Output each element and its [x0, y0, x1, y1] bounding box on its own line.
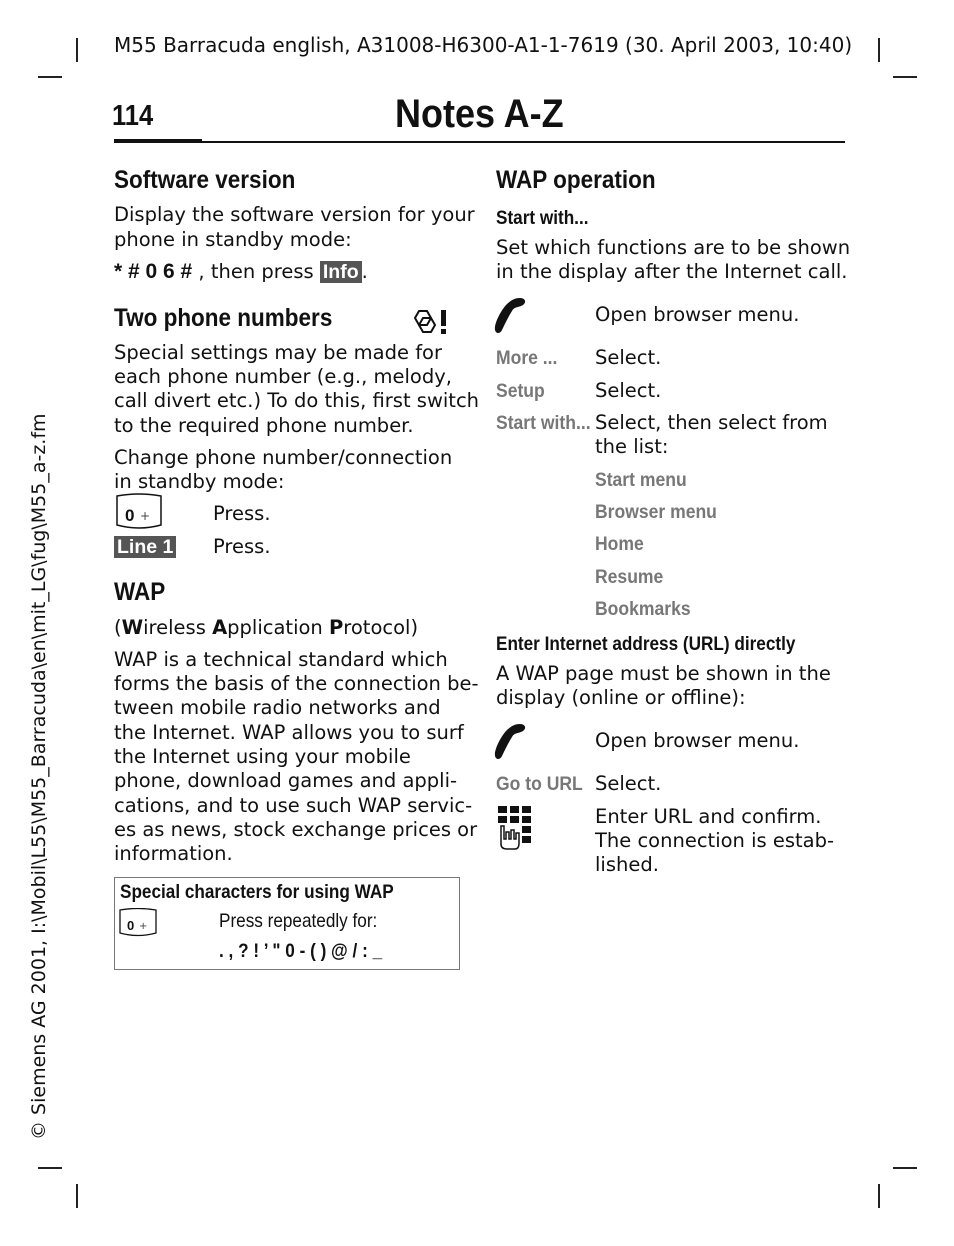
special-characters: . , ? ! ’ " 0 - ( ) @ / : _ [219, 940, 383, 962]
paragraph-line: in standby mode: [114, 470, 285, 493]
paren: ( [114, 616, 122, 639]
paragraph-line: call divert etc.) To do this, first switch [114, 389, 480, 412]
step-text: Enter URL and confirm. [595, 805, 822, 828]
acronym-letter: P [328, 616, 344, 639]
paragraph-line: Display the software version for your [114, 203, 475, 226]
then-press-text: , then press [192, 260, 320, 283]
keypad-icon [496, 806, 538, 850]
heading-two-phone-numbers: Two phone numbers [114, 304, 333, 332]
paragraph-line: in the display after the Internet call. [496, 260, 848, 283]
heading-wap: WAP [114, 578, 166, 606]
key-sequence: * # 0 6 # [114, 260, 193, 283]
acronym-letter: A [212, 616, 228, 639]
menu-label-setup: Setup [496, 380, 545, 402]
paragraph-line: Change phone number/connection [114, 446, 453, 469]
paragraph-line: A WAP page must be shown in the [496, 662, 831, 685]
option-home: Home [595, 533, 644, 555]
wap-acronym [114, 616, 418, 640]
step-text: lished. [595, 853, 659, 876]
box-instruction: Press repeatedly for: [219, 910, 378, 932]
heading-wap-operation: WAP operation [496, 166, 656, 194]
paragraph-line: Special settings may be made for [114, 341, 443, 364]
paragraph-line: the Internet. WAP allows you to surf [114, 721, 464, 744]
paragraph-line: cations, and to use such WAP servic- [114, 794, 473, 817]
svg-text:+: + [139, 921, 148, 932]
paragraph-line: phone in standby mode: [114, 228, 352, 251]
menu-label-more: More ... [496, 347, 558, 369]
crop-mark [76, 1184, 78, 1208]
paragraph-line: tween mobile radio networks and [114, 696, 441, 719]
zero-key-icon [118, 908, 158, 938]
phone-handset-icon [494, 296, 528, 336]
key-sequence-line [114, 260, 368, 284]
paragraph-line: forms the basis of the connection be- [114, 672, 479, 695]
step-text: Press. [213, 535, 271, 558]
crop-mark [878, 1184, 880, 1208]
softkey-line1-wrapper [114, 535, 176, 558]
step-text: Select, then select from [595, 411, 828, 434]
subheading-start-with: Start with... [496, 207, 589, 229]
crop-mark [38, 76, 62, 78]
crop-mark [893, 76, 917, 78]
header-rule [114, 141, 845, 143]
paragraph-line: Set which functions are to be shown [496, 236, 851, 259]
sidebar-path: © Siemens AG 2001, I:\Mobil\L55\M55_Barracuda\en\mit_LG\fug\M55_a-z.fm [28, 413, 50, 1140]
paragraph-line: information. [114, 842, 233, 865]
step-text: The connection is estab- [595, 829, 835, 852]
paragraph-line: phone, download games and appli- [114, 769, 458, 792]
acronym-letter: W [121, 616, 144, 639]
option-resume: Resume [595, 566, 664, 588]
softkey-line-1: Line 1 [114, 536, 176, 558]
acronym-rest: pplication [227, 616, 329, 639]
subheading-enter-url: Enter Internet address (URL) directly [496, 633, 796, 655]
paragraph-line: each phone number (e.g., melody, [114, 365, 452, 388]
crop-mark [76, 38, 78, 62]
paragraph-line: the Internet using your mobile [114, 745, 411, 768]
paragraph-line: display (online or offline): [496, 686, 746, 709]
crop-mark [893, 1167, 917, 1169]
page-title: Notes A-Z [395, 92, 564, 136]
step-text: Open browser menu. [595, 729, 800, 752]
paragraph-line: es as news, stock exchange prices or [114, 818, 478, 841]
step-text: the list: [595, 435, 669, 458]
paragraph-line: to the required phone number. [114, 414, 414, 437]
option-start-menu: Start menu [595, 469, 687, 491]
step-text: Press. [213, 502, 271, 525]
menu-label-go-to-url: Go to URL [496, 773, 583, 795]
acronym-rest: ireless [143, 616, 213, 639]
svg-text:0: 0 [127, 918, 135, 933]
option-browser-menu: Browser menu [595, 501, 717, 523]
page-number-rule [114, 139, 202, 143]
heading-software-version: Software version [114, 166, 296, 194]
menu-label-start-with: Start with... [496, 412, 591, 434]
period: . [361, 260, 368, 283]
phone-handset-icon [494, 722, 528, 762]
step-text: Select. [595, 379, 662, 402]
running-head: M55 Barracuda english, A31008-H6300-A1-1-7619 (30. April 2003, 10:40) [114, 33, 853, 57]
option-bookmarks: Bookmarks [595, 598, 691, 620]
page-number: 114 [112, 100, 154, 132]
zero-key-icon [114, 493, 164, 531]
step-text: Select. [595, 772, 662, 795]
acronym-rest: rotocol) [343, 616, 419, 639]
crop-mark [38, 1167, 62, 1169]
step-text: Open browser menu. [595, 303, 800, 326]
softkey-info: Info [320, 261, 362, 283]
box-title: Special characters for using WAP [120, 881, 394, 903]
svg-text:+: + [140, 509, 151, 523]
crop-mark [878, 38, 880, 62]
network-service-icon [410, 308, 450, 336]
paragraph-line: WAP is a technical standard which [114, 648, 448, 671]
svg-text:0: 0 [125, 506, 135, 525]
step-text: Select. [595, 346, 662, 369]
